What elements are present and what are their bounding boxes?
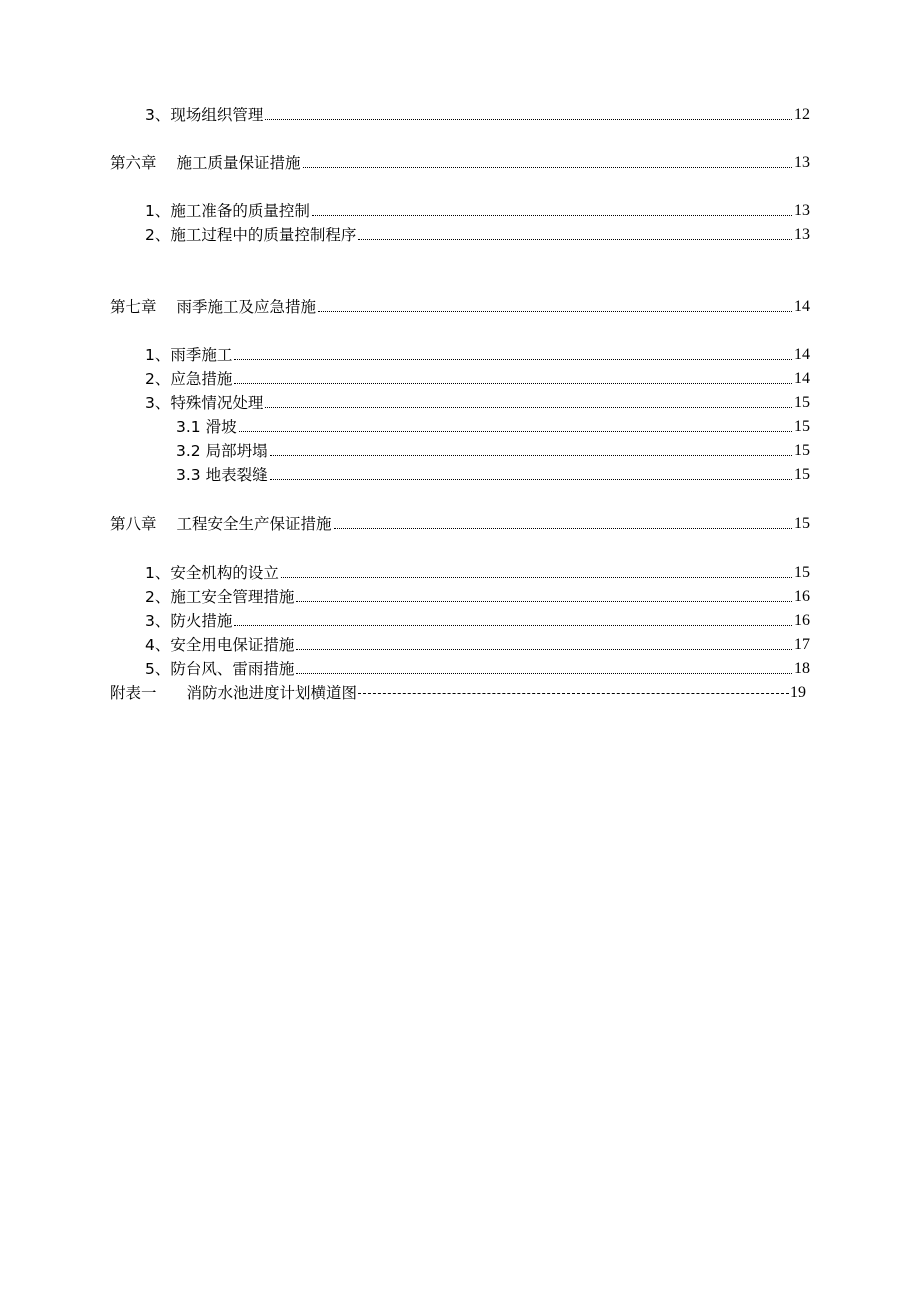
toc-page-number: 16 xyxy=(794,588,810,605)
toc-appendix-1[interactable] xyxy=(110,680,806,702)
toc-chapter-title: 施工质量保证措施 xyxy=(176,154,301,172)
toc-page-number: 15 xyxy=(794,466,810,483)
toc-entry-title: 地表裂缝 xyxy=(205,466,268,484)
dot-leader xyxy=(239,431,792,432)
dot-leader xyxy=(265,407,792,408)
dot-leader xyxy=(265,119,792,120)
dot-leader xyxy=(296,649,792,650)
dot-leader xyxy=(296,601,792,602)
toc-page-number: 14 xyxy=(794,346,810,363)
toc-entry-number: 2、 xyxy=(145,588,171,606)
toc-entry-number: 4、 xyxy=(145,636,171,654)
toc-entry-prep-quality[interactable] xyxy=(145,198,810,220)
dot-leader xyxy=(270,479,792,480)
toc-page-number: 13 xyxy=(794,202,810,219)
toc-chapter-title: 工程安全生产保证措施 xyxy=(176,515,332,533)
toc-page-number: 19 xyxy=(790,684,806,701)
toc-entry-electrical-safety[interactable] xyxy=(145,632,810,654)
toc-entry-title: 滑坡 xyxy=(205,418,237,436)
toc-entry-title: 安全用电保证措施 xyxy=(170,636,295,654)
toc-entry-number: 5、 xyxy=(145,660,171,678)
dot-leader xyxy=(234,359,792,360)
toc-page-number: 15 xyxy=(794,442,810,459)
dot-leader xyxy=(234,625,792,626)
dash-leader xyxy=(358,693,789,694)
toc-subentry-collapse[interactable] xyxy=(176,438,810,460)
toc-entry-title: 雨季施工 xyxy=(170,346,233,364)
toc-page-number: 15 xyxy=(794,418,810,435)
toc-entry-title: 应急措施 xyxy=(170,370,233,388)
toc-entry-title: 现场组织管理 xyxy=(170,106,264,124)
toc-entry-title: 施工准备的质量控制 xyxy=(170,202,310,220)
toc-entry-rainy-season[interactable] xyxy=(145,342,810,364)
toc-entry-number: 2、 xyxy=(145,370,171,388)
toc-page-number: 18 xyxy=(794,660,810,677)
toc-entry-typhoon-thunderstorm[interactable] xyxy=(145,656,810,678)
dot-leader xyxy=(334,528,792,529)
toc-entry-title: 施工过程中的质量控制程序 xyxy=(170,226,357,244)
dot-leader xyxy=(303,167,792,168)
toc-chapter-title: 雨季施工及应急措施 xyxy=(176,298,317,316)
dot-leader xyxy=(270,455,792,456)
toc-entry-site-management[interactable] xyxy=(145,102,810,124)
toc-entry-number: 2、 xyxy=(145,226,171,244)
toc-page-number: 15 xyxy=(794,394,810,411)
toc-entry-safety-management[interactable] xyxy=(145,584,810,606)
toc-entry-fire-prevention[interactable] xyxy=(145,608,810,630)
dot-leader xyxy=(318,311,792,312)
toc-entry-process-quality[interactable] xyxy=(145,222,810,244)
toc-entry-number: 3.1 xyxy=(176,418,206,436)
toc-page-number: 14 xyxy=(794,298,810,315)
dot-leader xyxy=(234,383,792,384)
toc-entry-number: 3、 xyxy=(145,612,171,630)
toc-page-number: 17 xyxy=(794,636,810,653)
dot-leader xyxy=(358,239,792,240)
toc-page-number: 16 xyxy=(794,612,810,629)
toc-page-number: 13 xyxy=(794,154,810,171)
toc-entry-special-cases[interactable] xyxy=(145,390,810,412)
toc-appendix-number: 附表一 xyxy=(110,684,157,702)
toc-entry-number: 1、 xyxy=(145,202,171,220)
toc-subentry-ground-cracks[interactable] xyxy=(176,462,810,484)
toc-subentry-landslide[interactable] xyxy=(176,414,810,436)
toc-entry-emergency[interactable] xyxy=(145,366,810,388)
toc-entry-safety-org[interactable] xyxy=(145,560,810,582)
dot-leader xyxy=(296,673,792,674)
toc-page-number: 14 xyxy=(794,370,810,387)
toc-entry-title: 防火措施 xyxy=(170,612,233,630)
toc-page-number: 15 xyxy=(794,564,810,581)
toc-chapter-number: 第八章 xyxy=(110,515,157,533)
toc-entry-number: 1、 xyxy=(145,564,171,582)
toc-entry-number: 3.2 xyxy=(176,442,206,460)
dot-leader xyxy=(281,577,792,578)
toc-page-number: 12 xyxy=(794,106,810,123)
toc-entry-number: 3、 xyxy=(145,106,171,124)
toc-page-number: 13 xyxy=(794,226,810,243)
dot-leader xyxy=(312,215,792,216)
toc-chapter-6[interactable] xyxy=(110,150,810,172)
toc-entry-number: 3、 xyxy=(145,394,171,412)
toc-page-number: 15 xyxy=(794,515,810,532)
toc-appendix-title: 消防水池进度计划横道图 xyxy=(186,684,358,702)
toc-entry-number: 1、 xyxy=(145,346,171,364)
toc-entry-title: 安全机构的设立 xyxy=(170,564,279,582)
toc-entry-title: 施工安全管理措施 xyxy=(170,588,295,606)
toc-chapter-number: 第七章 xyxy=(110,298,157,316)
toc-entry-number: 3.3 xyxy=(176,466,206,484)
toc-entry-title: 特殊情况处理 xyxy=(170,394,264,412)
toc-entry-title: 局部坍塌 xyxy=(205,442,268,460)
toc-chapter-8[interactable] xyxy=(110,511,810,533)
toc-chapter-7[interactable] xyxy=(110,294,810,316)
toc-entry-title: 防台风、雷雨措施 xyxy=(170,660,295,678)
toc-chapter-number: 第六章 xyxy=(110,154,157,172)
